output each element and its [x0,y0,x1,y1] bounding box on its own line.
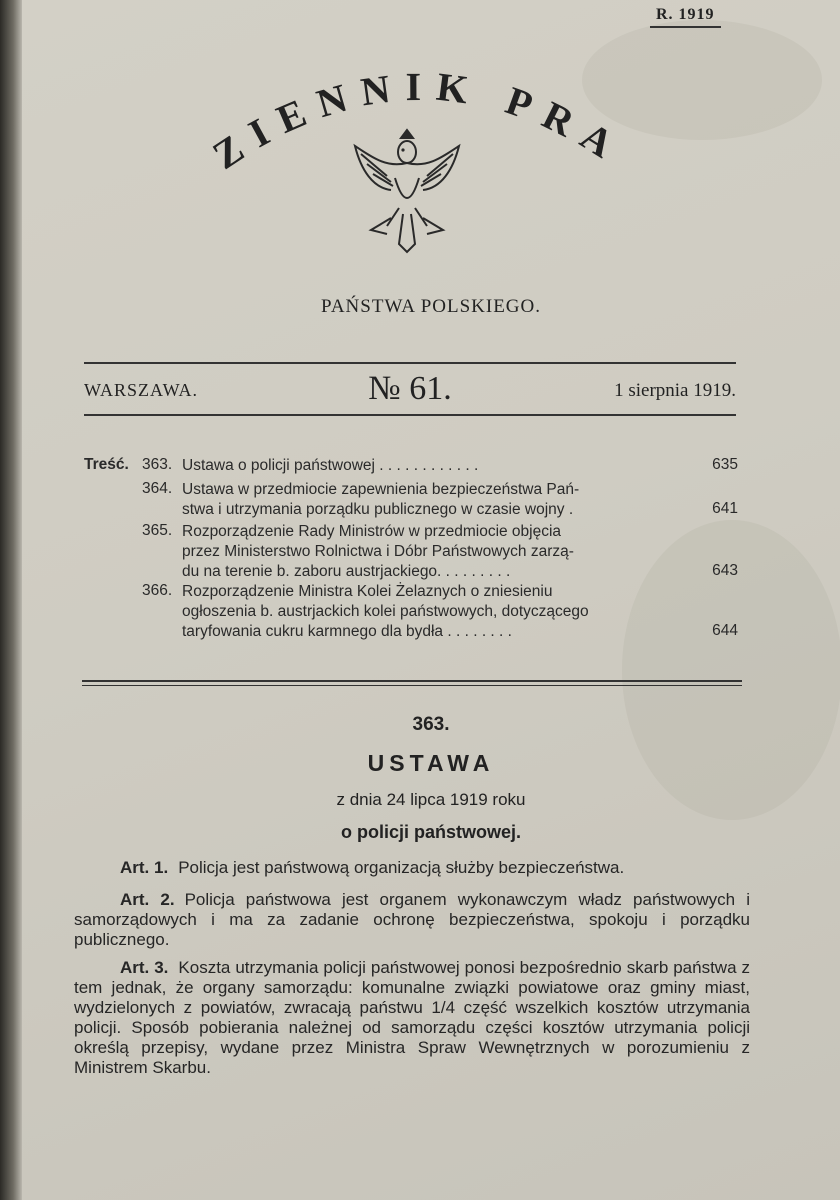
act-title: o policji państwowej. [340,822,522,842]
toc-line: Rozporządzenie Rady Ministrów w przedmiocie objęcia [182,523,562,540]
toc-item-title [182,522,662,582]
page-binding-edge [0,0,22,1200]
masthead-text: ZIENNIK PRA [204,63,630,178]
document-page [22,0,840,1200]
toc-line: taryfowania cukru karmnego dla bydła . . . . . . . . [182,623,512,640]
toc-item-title [182,456,662,476]
toc-item-number: 363. [142,456,173,473]
masthead-subtitle: PAŃSTWA POLSKIEGO. [321,296,541,317]
issue-number: № 61. [368,370,452,407]
act-date: z dnia 24 lipca 1919 roku [336,790,526,809]
toc-line: Rozporządzenie Ministra Kolei Żelaznych o zniesieniu [182,583,553,600]
divider-line [82,685,742,686]
article-text: Policja państwowa jest organem wykonawczym władz państwowych i samorządowych i ma za zadanie ochronę bezpieczeństwa, spokoju i porządku publicznego. [74,890,750,949]
article-label: Art. 2. [120,890,175,909]
toc-line: ogłoszenia b. austrjackich kolei państwowych, dotyczącego [182,603,589,620]
act-number: 363. [412,714,450,735]
polish-eagle-emblem [347,118,467,258]
toc-line: Ustawa o policji państwowej . . . . . . . . . . . . [182,457,479,474]
toc-item-page: 635 [712,456,738,473]
toc-item-title [182,480,662,520]
article-text: Koszta utrzymania policji państwowej ponosi bezpośrednio skarb państwa z tem jednak, że organy samorządu: komunalne związki powiatowe oraz gminy miast, wydzielonych z powiatów, zwracają państwu 1/4 część wszelkich kosztów utrzymania policji. Sposób pobierania należnej od samorządu części kosztów utrzymania policji określą przepisy, wydane przez Ministra Spraw Wewnętrznych w porozumieniu z Ministrem Skarbu. [74,958,750,1077]
article-label: Art. 3. [120,958,169,977]
toc-item-number: 364. [142,480,173,497]
toc-item-page: 644 [712,622,738,639]
article-paragraph [74,890,750,950]
toc-line: Ustawa w przedmiocie zapewnienia bezpieczeństwa Pań- [182,481,580,498]
issue-header [84,370,736,414]
divider-line [82,680,742,682]
article-text: Policja jest państwową organizacją służby bezpieczeństwa. [178,858,625,877]
toc-item-page: 643 [712,562,738,579]
article-paragraph [74,958,750,1078]
toc-item-title [182,582,662,642]
issue-date: 1 sierpnia 1919. [614,380,736,401]
divider-line [84,362,736,364]
issue-city: WARSZAWA. [84,380,199,400]
corner-year: R. 1919 [650,6,721,28]
act-type-heading: USTAWA [367,750,495,776]
article-label: Art. 1. [120,858,169,877]
toc-item-number: 365. [142,522,173,539]
toc-line: przez Ministerstwo Rolnictwa i Dóbr Państwowych zarzą- [182,543,574,560]
article-paragraph [74,858,750,878]
divider-line [84,414,736,416]
toc-label: Treść. [84,456,129,473]
toc-item-page: 641 [712,500,738,517]
toc-item-number: 366. [142,582,173,599]
toc-line: du na terenie b. zaboru austrjackiego. . . . . . . . . [182,563,511,580]
toc-line: stwa i utrzymania porządku publicznego w czasie wojny . [182,501,574,518]
